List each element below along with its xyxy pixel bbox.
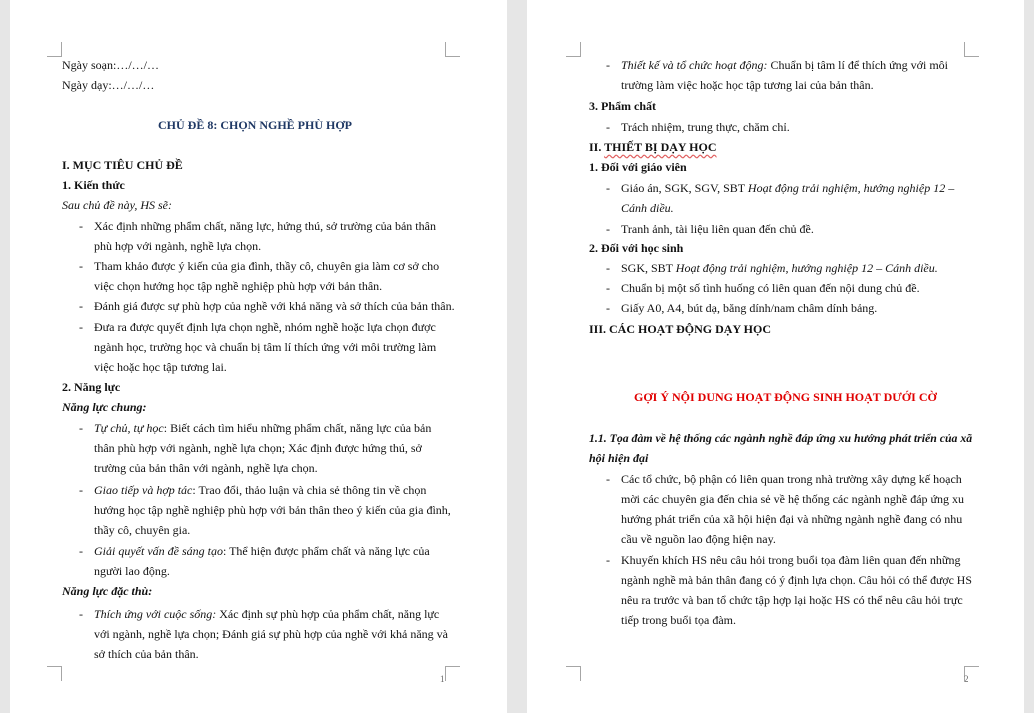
- subheading: 2. Đối với học sinh: [589, 241, 684, 255]
- list-item-line: tiếp trong buổi tọa đàm.: [621, 613, 736, 627]
- margin-corner-mark: [47, 42, 62, 57]
- list-bullet: -: [606, 281, 610, 295]
- item-text: SGK, SBT: [621, 261, 676, 275]
- subsection-title: 1.1. Tọa đàm về hệ thống các ngành nghề đáp ứng xu hướng phát triển của xã: [589, 431, 973, 445]
- list-item-line: Khuyến khích HS nêu câu hỏi trong buổi tọa đàm liên quan đến những: [621, 553, 961, 567]
- ngay-day: Ngày dạy:…/…/…: [62, 78, 155, 92]
- list-item-line: [94, 604, 439, 624]
- list-bullet: -: [606, 301, 610, 315]
- list-bullet: -: [606, 553, 610, 567]
- list-item-line: trường của bản thân với ngành, nghề lựa chọn.: [94, 461, 318, 475]
- section-heading: I. MỤC TIÊU CHỦ ĐỀ: [62, 158, 183, 172]
- list-bullet: -: [606, 58, 610, 72]
- item-label: Thiết kế và tổ chức hoạt động:: [621, 58, 768, 72]
- subheading-italic: Năng lực chung:: [62, 400, 147, 414]
- item-text: Chuẩn bị tâm lí để thích ứng với môi: [767, 58, 949, 72]
- page-number: 1: [440, 674, 445, 684]
- list-item-line: Đánh giá được sự phù hợp của nghề với khả năng và sở thích của bản thân.: [94, 299, 455, 313]
- list-item-line: Giấy A0, A4, bút dạ, băng dính/nam châm dính bảng.: [621, 301, 878, 315]
- margin-corner-mark: [566, 42, 581, 57]
- subheading: 2. Năng lực: [62, 380, 121, 394]
- list-item-line: Tranh ảnh, tài liệu liên quan đến chủ đề.: [621, 222, 814, 236]
- topic-title: CHỦ ĐỀ 8: CHỌN NGHỀ PHÙ HỢP: [158, 118, 352, 132]
- margin-corner-mark: [445, 666, 460, 681]
- item-label: Thích ứng với cuộc sống:: [94, 607, 217, 621]
- list-item-line: phù hợp với ngành, nghề lựa chọn.: [94, 239, 262, 253]
- list-item-line: việc chọn hướng học tập nghề nghiệp phù hợp với bản thân.: [94, 279, 383, 293]
- list-bullet: -: [79, 421, 83, 435]
- subheading: 1. Kiến thức: [62, 178, 125, 192]
- page-number: 2: [964, 674, 969, 684]
- list-item-line: với ngành, nghề lựa chọn; Đánh giá sự phù hợp của nghề với khả năng và: [94, 627, 448, 641]
- list-item-line: hướng phát triển của xã hội hiện đại và những ngành nghề đang có nhu: [621, 512, 963, 526]
- list-item-line: người lao động.: [94, 564, 170, 578]
- list-item-line: [621, 258, 938, 278]
- section-title: THIẾT BỊ DẠY HỌC: [604, 140, 717, 154]
- list-item-line: trường làm việc hoặc học tập tương lai của bản thân.: [621, 78, 874, 92]
- section-number: II.: [589, 140, 605, 154]
- list-item-line: [94, 418, 431, 438]
- list-item-line: việc hoặc học tập tương lai.: [94, 360, 227, 374]
- list-item-line: hướng học tập nghề nghiệp phù hợp với bản thân theo ý kiến của gia đình,: [94, 503, 451, 517]
- ngay-soan: Ngày soạn:…/…/…: [62, 58, 159, 72]
- list-item-line: ngành học, trường học và chuẩn bị tâm lí thích ứng với môi trường làm: [94, 340, 437, 354]
- item-label: Tự chủ, tự học: [94, 421, 164, 435]
- subheading: 3. Phẩm chất: [589, 99, 656, 113]
- list-item-line: nêu ra trước và ban tổ chức tập hợp lại hoặc HS có thể nêu câu hỏi trực: [621, 593, 963, 607]
- list-item-line: [94, 541, 430, 561]
- list-item-line: thầy cô, chuyên gia.: [94, 523, 191, 537]
- book-title: Hoạt động trải nghiệm, hướng nghiệp 12 –: [747, 181, 955, 195]
- item-label: Giải quyết vấn đề sáng tạo: [94, 544, 223, 558]
- list-item-line: Các tổ chức, bộ phận có liên quan trong nhà trường xây dựng kế hoạch: [621, 472, 962, 486]
- margin-corner-mark: [566, 666, 581, 681]
- list-item-line: Tham khảo được ý kiến của gia đình, thầy cô, chuyên gia làm cơ sở cho: [94, 259, 440, 273]
- item-label: Giao tiếp và hợp tác: [94, 483, 193, 497]
- list-bullet: -: [606, 472, 610, 486]
- list-item-line: Xác định những phẩm chất, năng lực, hứng thú, sở trường của bản thân: [94, 219, 436, 233]
- subheading-italic: Năng lực đặc thù:: [62, 584, 153, 598]
- list-item-line: [94, 480, 426, 500]
- item-text: : Biết cách tìm hiểu những phẩm chất, năng lực của bản: [163, 421, 432, 435]
- list-item-line: Trách nhiệm, trung thực, chăm chỉ.: [621, 120, 790, 134]
- list-item-line: sở thích của bản thân.: [94, 647, 199, 661]
- list-bullet: -: [79, 259, 83, 273]
- margin-corner-mark: [964, 42, 979, 57]
- section-heading: [589, 137, 716, 157]
- list-bullet: -: [79, 219, 83, 233]
- section-heading: III. CÁC HOẠT ĐỘNG DẠY HỌC: [589, 322, 772, 336]
- margin-corner-mark: [445, 42, 460, 57]
- list-item-line: Cánh diều.: [621, 201, 674, 215]
- list-bullet: -: [79, 320, 83, 334]
- list-bullet: -: [606, 181, 610, 195]
- document-page-1[interactable]: [10, 0, 507, 713]
- list-item-line: ngành nghề mà bản thân đang có ý định lựa chọn. Câu hỏi có thể được HS: [621, 573, 972, 587]
- list-bullet: -: [606, 120, 610, 134]
- list-item-line: cầu về nguồn lao động hiện nay.: [621, 532, 776, 546]
- list-bullet: -: [606, 222, 610, 236]
- list-item-line: [621, 55, 948, 75]
- item-text: Giáo án, SGK, SGV, SBT: [621, 181, 748, 195]
- subsection-title: hội hiện đại: [589, 451, 649, 465]
- list-bullet: -: [606, 261, 610, 275]
- list-item-line: mời các chuyên gia đến chia sẻ về hệ thống các ngành nghề đáp ứng xu: [621, 492, 965, 506]
- list-item-line: [621, 178, 954, 198]
- list-item-line: Đưa ra được quyết định lựa chọn nghề, nhóm nghề hoặc lựa chọn được: [94, 320, 436, 334]
- item-text: : Thể hiện được phẩm chất và năng lực của: [222, 544, 430, 558]
- document-page-2[interactable]: [527, 0, 1024, 713]
- subheading: 1. Đối với giáo viên: [589, 160, 687, 174]
- list-item-line: Chuẩn bị một số tình huống có liên quan đến nội dung chủ đề.: [621, 281, 920, 295]
- intro-text: Sau chủ đề này, HS sẽ:: [62, 198, 172, 212]
- item-text: : Trao đổi, thảo luận và chia sẻ thông tin về chọn: [192, 483, 427, 497]
- book-title: Hoạt động trải nghiệm, hướng nghiệp 12 – Cánh diều.: [675, 261, 938, 275]
- item-text: Xác định sự phù hợp của phẩm chất, năng lực: [216, 607, 440, 621]
- red-heading: GỢI Ý NỘI DUNG HOẠT ĐỘNG SINH HOẠT DƯỚI CỜ: [634, 390, 937, 404]
- list-bullet: -: [79, 299, 83, 313]
- list-bullet: -: [79, 607, 83, 621]
- list-item-line: thân phù hợp với ngành, nghề lựa chọn; Xác định được hứng thú, sở: [94, 441, 422, 455]
- list-bullet: -: [79, 483, 83, 497]
- list-bullet: -: [79, 544, 83, 558]
- margin-corner-mark: [47, 666, 62, 681]
